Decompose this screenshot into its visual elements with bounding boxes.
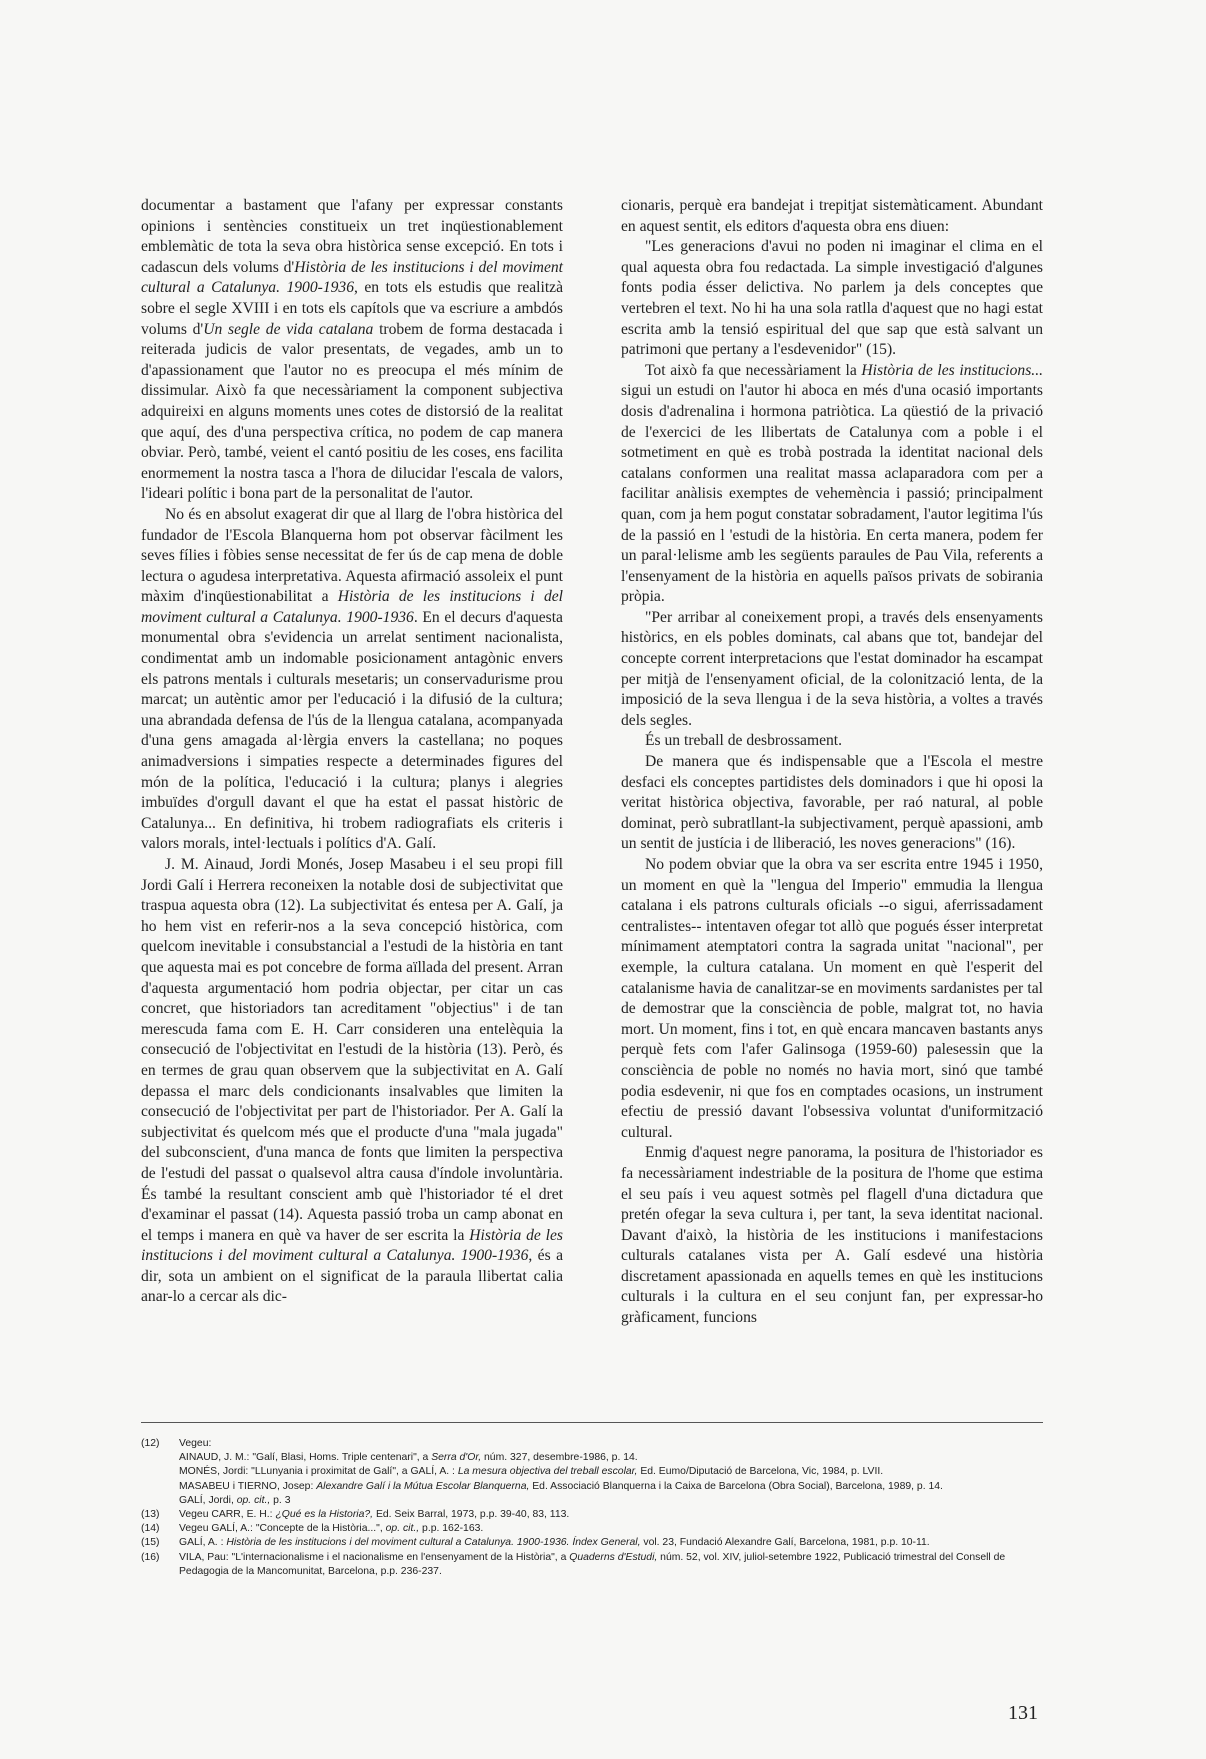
text-run: Enmig d'aquest negre panorama, la positura de l'historiador es fa necessàriament indestriable de la positura de l'home que estima el seu país i veu aquest sotmès pel flagell d'una dictadura que pretén ofegar la seva cultura i, per tant, la seva identitat nacional. Davant d'això, la història de les institucions i manifestacions culturals catalanes vista per A. Galí esdevé una història discretament apassionada en aquells temes en què les institucions culturals i la cultura en el seu conjunt fan, per expressar-ho gràficament, funcions (621, 1144, 1043, 1327)
text-run: Ed. Associació Blanquerna i la Caixa de Barcelona (Obra Social), Barcelona, 1989, p. 14. (529, 1480, 943, 1492)
text-run: No podem obviar que la obra va ser escrita entre 1945 i 1950, un moment en què la "lengua del Imperio" emmudia la llengua catalana i els patrons culturals oficials --o sigui, aferrissadament centralistes-- intentaven ofegar tot allò que pogués ésser interpretat mínimament atemptatori contra la sagrada unitat "nacional", per exemple, la cultura catalana. Un moment en què l'esperit del catalanisme havia de canalitzar-se en moviments sardanistes per tal de demostrar que la consciència de poble, malgrat tot, no havia mort. Un moment, fins i tot, en què encara mancaven bastants anys perquè fets com l'afer Galinsoga (1959-60) palesessin que la consciència de poble no només no havia mort, sinó que també podia esdevenir, ni que fos en comptades ocasions, un instrument efectiu de pressió davant l'obsessiva voluntat d'uniformització cultural. (621, 856, 1043, 1141)
text-run: Vegeu GALÍ, A.: "Concepte de la Història...", (179, 1523, 386, 1535)
footnote (141, 1551, 1043, 1579)
footnote-line (179, 1536, 1043, 1550)
footnote-body (179, 1508, 1043, 1522)
text-run: Ed. Eumo/Diputació de Barcelona, Vic, 1984, p. LVII. (637, 1466, 884, 1478)
italic-text: La mesura objectiva del treball escolar, (457, 1466, 638, 1478)
left-text-column (141, 196, 563, 1308)
italic-text: Serra d'Or, (431, 1452, 482, 1464)
right-column-paragraph (621, 1143, 1043, 1328)
footnote-number: (16) (141, 1551, 160, 1563)
text-run: núm. 52, vol. XIV, juliol-setembre 1922, Publicació trimestral del Consell de Pedagogia de la Mancomunitat, Barcelona, p.p. 236-237. (179, 1551, 1006, 1577)
footnote-body (179, 1522, 1043, 1536)
italic-text: Quaderns d'Estudi, (569, 1551, 658, 1563)
footnote-number: (15) (141, 1537, 160, 1549)
text-run: Vegeu: (179, 1438, 212, 1449)
footnote-line (179, 1508, 1043, 1522)
right-column-paragraph (621, 731, 1043, 752)
text-run: "Les generacions d'avui no poden ni imaginar el clima en el qual aquesta obra fou redactada. La simple investigació d'algunes fonts podia ésser delictiva. No parlem ja dels conceptes que vertebren el text. No hi ha una sola ratlla d'aquest que no hagi estat escrita amb la tensió espiritual del que sap que està salvant un patrimoni que pertany a l'esdevenidor" (15). (621, 238, 1043, 359)
text-run: J. M. Ainaud, Jordi Monés, Josep Masabeu i el seu propi fill Jordi Galí i Herrera reconeixen la notable dosi de subjectivitat que traspua aquesta obra (12). La subjectivitat és entesa per A. Galí, ja ho hem vist en referir-nos a la seva concepció històrica, com quelcom inevitable i consubstancial a l'estudi de la història en tant que aquesta mai es pot concebre de forma aïllada del present. Arran d'aquesta argumentació hom podria objectar, per citar un cas concret, que historiadors tan acreditament "objectius" i de tan merescuda fama com E. H. Carr consideren una entelèquia la consecució de l'objectivitat en l'estudi de la història (13). Però, és en termes de grau quan observem que la subjectivitat en A. Galí depassa el marc dels condicionants insalvables que limiten la consecució de l'objectivitat per part de l'historiador. Per A. Galí la subjectivitat és quelcom més que el producte d'una "mala jugada" del subconscient, d'una manca de fonts que limiten la perspectiva de l'estudi del passat o qualsevol altra causa d'índole involuntària. És també la resultant conscient amb què l'historiador té el dret d'examinar el passat (14). Aquesta passió troba un camp abonat en el temps i manera en què va haver de ser escrita la (141, 856, 563, 1244)
text-run: GALÍ, Jordi, (179, 1494, 237, 1506)
text-run: "Per arribar al coneixement propi, a través dels ensenyaments històrics, en els pobles dominats, cal abans que tot, bandejar del concepte corrent interpretacions que l'estat dominador ha escampat per mitjà de l'ensenyament oficial, de la colonització lenta, de la imposició de la seva llengua i de la seva història, a voltes a través dels segles. (621, 608, 1043, 729)
italic-text: Història de les institucions i del moviment cultural a Catalunya. 1900-1936 (141, 258, 563, 297)
text-run: . En el decurs d'aquesta monumental obra s'evidencia un arrelat sentiment nacionalista, condimentat amb un indomable posicionament antagònic envers els patrons mentals i culturals mesetaris; un conservadurisme prou marcat; un autèntic amor per l'educació i la difusió de la cultura; una abrandada defensa de l'ús de la llengua catalana, acompanyada d'una gens amagada al·lèrgia envers la castellana; no poques animadversions i simpaties respecte a determinades figures del món de la política, l'educació i la cultura; planys i alegries imbuïdes d'orgull davant el que ha estat el passat històric de Catalunya... En definitiva, hi trobem radiografiats els criteris i valors morals, intel·lectuals i polítics d'A. Galí. (141, 608, 563, 853)
text-run: documentar a bastament que l'afany per expressar constants opinions i sentències constitueix un tret inqüestionablement emblemàtic de tota la seva obra històrica sense excepció. En tots i cadascun dels volums d' (141, 197, 563, 276)
text-run: MONÉS, Jordi: "LLunyania i proximitat de Galí", a GALÍ, A. : (179, 1466, 458, 1478)
right-column-paragraph (621, 237, 1043, 361)
footnote-body (179, 1551, 1043, 1579)
footnote (141, 1508, 1043, 1522)
footnote-line (179, 1437, 1043, 1451)
footnote-body (179, 1437, 1043, 1508)
text-run: AINAUD, J. M.: "Galí, Blasi, Homs. Triple centenari", a (179, 1452, 432, 1464)
footnote-line (179, 1551, 1043, 1579)
italic-text: Història de les institucions i del moviment cultural a Catalunya. 1900-1936 (141, 1226, 563, 1265)
text-run: De manera que és indispensable que a l'Escola el mestre desfaci els conceptes partidistes dels dominadors i que hi oposi la veritat històrica objectiva, favorable, per raó natural, al poble dominat, però subratllant-la subjectivament, perquè apassioni, amb un sentit de justícia i de lliberació, les noves generacions" (16). (621, 753, 1043, 853)
footnotes (141, 1437, 1043, 1579)
right-column-paragraph (621, 752, 1043, 855)
text-run: vol. 23, Fundació Alexandre Galí, Barcelona, 1981, p.p. 10-11. (640, 1537, 930, 1549)
text-run: sigui un estudi on l'autor hi aboca en més d'una ocasió importants dosis d'adrenalina i hormona patriòtica. La qüestió de la privació de l'exercici de les llibertats de Catalunya com a poble i el sotmetiment en què es trobà postrada la identitat nacional dels catalans conformen una realitat massa aclaparadora com per a facilitar anàlisis exemptes de vehemència i passió; principalment quan, com ja hem pogut constatar sobradament, l'autor legitima l'ús de la passió en l 'estudi de la història. En certa manera, podem fer un paral·lelisme amb les següents paraules de Pau Vila, referents a l'ensenyament de la història en aquells països privats de sobirania pròpia. (621, 382, 1043, 606)
left-column-paragraph (141, 855, 563, 1308)
italic-text: ¿Qué es la Historia?, (275, 1509, 374, 1521)
italic-text: Història de les institucions i del moviment cultural a Catalunya. 1900-1936. Índex General, (226, 1537, 641, 1549)
right-text-column (621, 196, 1043, 1329)
text-run: No és en absolut exagerat dir que al llarg de l'obra històrica del fundador de l'Escola Blanquerna hom pot observar fàcilment les seves fílies i fòbies sense necessitat de fer ús de cap mena de doble lectura o agudesa interpretativa. Aquesta afirmació assoleix el punt màxim d'inqüestionabilitat a (141, 505, 563, 606)
text-run: És un treball de desbrossament. (645, 732, 843, 750)
right-column-paragraph (621, 855, 1043, 1143)
footnote-separator (141, 1422, 1043, 1423)
text-run: p. 3 (270, 1494, 291, 1506)
right-column-paragraph (621, 608, 1043, 732)
footnote (141, 1437, 1043, 1508)
text-run: Tot això fa que necessàriament la (645, 361, 862, 379)
footnote-number: (14) (141, 1523, 160, 1535)
text-run: Vegeu CARR, E. H.: (179, 1509, 276, 1521)
footnote (141, 1522, 1043, 1536)
italic-text: Alexandre Galí i la Mútua Escolar Blanquerna, (316, 1480, 530, 1492)
page-number: 131 (1008, 1702, 1038, 1724)
right-column-paragraph (621, 361, 1043, 608)
text-run: , és a dir, sota un ambient on el significat de la paraula llibertat calia anar-lo a cercar als dic- (141, 1247, 563, 1306)
footnote (141, 1536, 1043, 1550)
text-run: GALÍ, A. : (179, 1537, 227, 1549)
text-run: trobem de forma destacada i reiterada judicis de valor presentats, de vegades, amb un to d'apassionament que l'autor no es preocupa el més mínim de dissimular. Això fa que necessàriament la component subjectiva adquireixi en alguns moments unes cotes de distorsió de la realitat que aquí, des d'una perspectiva crítica, no podem de cap manera obviar. Però, també, veient el cantó positiu de les coses, ens facilita enormement la nostra tasca a l'hora de dilucidar l'escala de valors, l'ideari polític i bona part de la personalitat de l'autor. (141, 320, 563, 503)
footnote-line (179, 1451, 1043, 1465)
text-run: MASABEU i TIERNO, Josep: (179, 1480, 317, 1492)
footnote-line (179, 1465, 1043, 1479)
right-column-paragraph (621, 196, 1043, 237)
left-column-paragraph (141, 505, 563, 855)
footnote-line (179, 1522, 1043, 1536)
text-run: núm. 327, desembre-1986, p. 14. (481, 1452, 638, 1464)
footnote-number: (13) (141, 1509, 160, 1521)
left-column-paragraph (141, 196, 563, 505)
italic-text: op. cit., (385, 1523, 420, 1535)
italic-text: op. cit., (236, 1494, 271, 1506)
text-run: cionaris, perquè era bandejat i trepitjat sistemàticament. Abundant en aquest sentit, els editors d'aquesta obra ens diuen: (621, 197, 1043, 235)
text-run: Ed. Seix Barral, 1973, p.p. 39-40, 83, 113. (373, 1509, 570, 1521)
footnote-line (179, 1494, 1043, 1508)
text-run: , en tots els estudis que realitzà sobre el segle XVIII i en tots els capítols que va escriure a ambdós volums d' (141, 279, 563, 338)
italic-text: Història de les institucions... (861, 361, 1043, 379)
italic-text: Història de les institucions i del moviment cultural a Catalunya. 1900-1936 (141, 588, 563, 626)
text-run: p.p. 162-163. (419, 1523, 484, 1535)
text-run: VILA, Pau: "L'internacionalisme i el nacionalisme en l'ensenyament de la Història", a (179, 1551, 570, 1563)
italic-text: Un segle de vida catalana (203, 320, 374, 338)
footnote-body (179, 1536, 1043, 1550)
footnote-line (179, 1480, 1043, 1494)
footnote-number: (12) (141, 1438, 160, 1449)
